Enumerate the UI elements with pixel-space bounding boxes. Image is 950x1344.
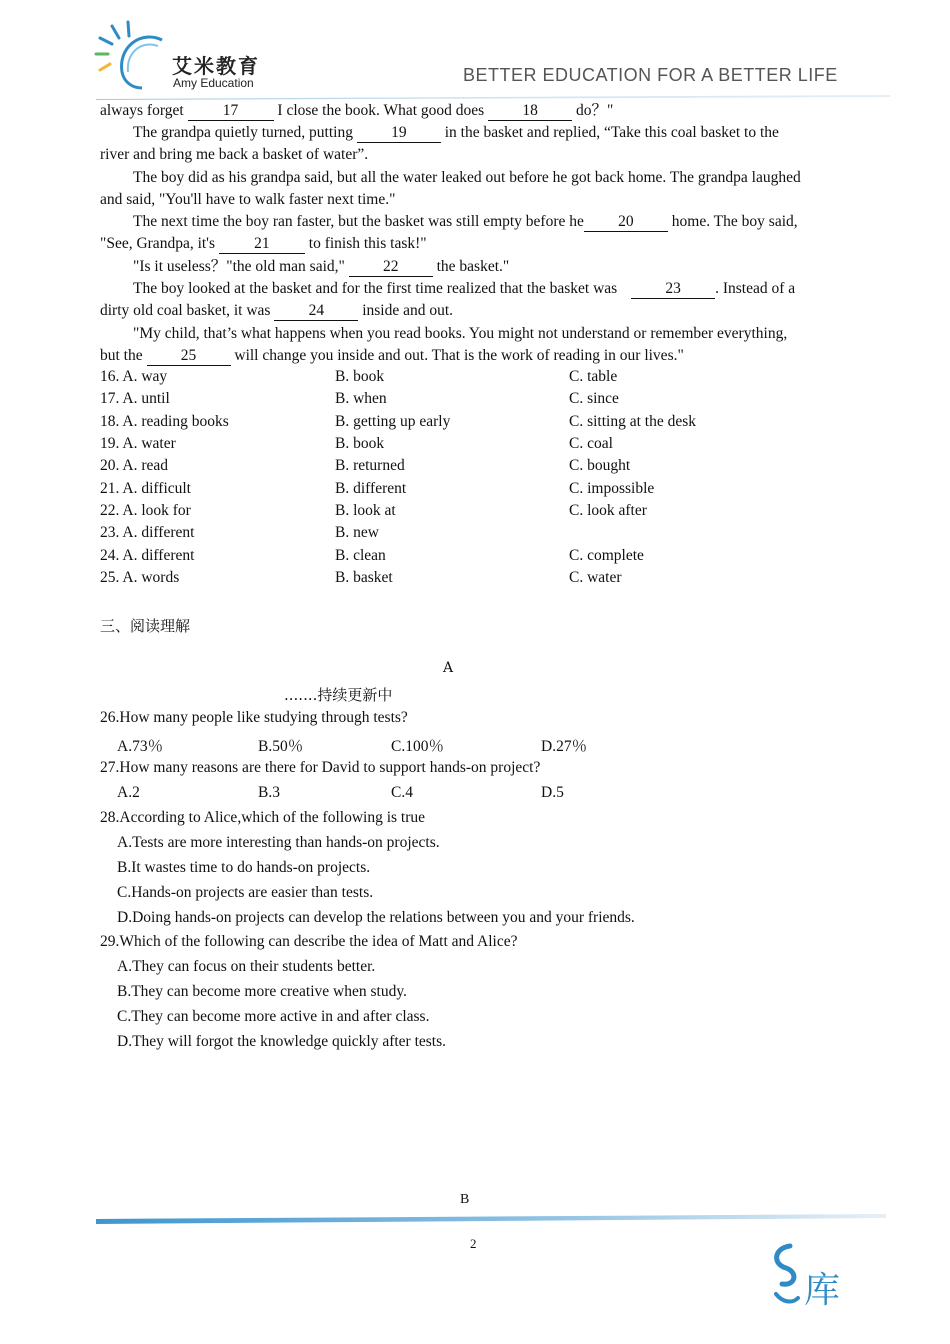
option-22-b: B. look at [335, 502, 396, 519]
passage-text: "Is it useless？"the old man said," [133, 258, 345, 275]
header-slogan: BETTER EDUCATION FOR A BETTER LIFE [463, 65, 838, 85]
option-24-b: B. clean [335, 547, 386, 564]
option-18-b: B. getting up early [335, 413, 451, 430]
option-20-a: 20. A. read [100, 457, 169, 474]
passage-text: "See, Grandpa, it's [100, 235, 216, 252]
q26-option-d: D.27％ [541, 738, 588, 755]
option-25-a: 25. A. words [100, 569, 180, 586]
option-23-b: B. new [335, 524, 379, 541]
passage-line-5: and said, "You'll have to walk faster next time." [100, 191, 396, 208]
amy-education-logo [92, 16, 172, 94]
option-23-a: 23. A. different [100, 524, 195, 541]
option-21-c: C. impossible [569, 480, 655, 497]
blank-18: 18 [488, 102, 572, 121]
blank-24: 24 [274, 302, 358, 321]
option-18-c: C. sitting at the desk [569, 413, 697, 430]
section-title: 三、阅读理解 [100, 617, 191, 635]
question-27: 27.How many reasons are there for David to support hands-on project? [100, 759, 541, 776]
blank-25: 25 [147, 347, 231, 366]
q29-option-a: A.They can focus on their students better. [117, 958, 376, 975]
passage-text: always forget [100, 102, 184, 119]
blank-20: 20 [584, 213, 668, 232]
option-22-c: C. look after [569, 502, 647, 519]
option-20-b: B. returned [335, 457, 405, 474]
q27-option-d: D.5 [541, 784, 564, 801]
passage-text: inside and out. [362, 302, 454, 319]
option-19-b: B. book [335, 435, 385, 452]
passage-line-12 [100, 345, 684, 367]
passage-line-11: "My child, that’s what happens when you read books. You might not understand or remember everything, [133, 325, 788, 342]
passage-line-6 [133, 211, 798, 233]
footer-watermark-logo [768, 1240, 840, 1316]
q27-option-b: B.3 [258, 784, 280, 801]
blank-23: 23 [631, 280, 715, 299]
passage-text: the basket." [436, 258, 510, 275]
blank-22: 22 [349, 258, 433, 277]
passage-text: will change you inside and out. That is the work of reading in our lives." [234, 347, 684, 364]
option-19-a: 19. A. water [100, 435, 176, 452]
footer-divider [96, 1212, 886, 1224]
option-19-c: C. coal [569, 435, 613, 452]
option-24-a: 24. A. different [100, 547, 195, 564]
passage-text: home. The boy said, [671, 213, 798, 230]
passage-text: in the basket and replied, “Take this coal basket to the [444, 124, 779, 141]
passage-text: dirty old coal basket, it was [100, 302, 271, 319]
passage-line-4: The boy did as his grandpa said, but all the water leaked out before he got back home. The grandpa laughed [133, 169, 801, 186]
passage-text: but the [100, 347, 143, 364]
q28-option-d: D.Doing hands-on projects can develop the relations between you and your friends. [117, 909, 635, 926]
passage-text: The next time the boy ran faster, but the basket was still empty before he [133, 213, 584, 230]
option-16-c: C. table [569, 368, 618, 385]
option-21-a: 21. A. difficult [100, 480, 191, 497]
passage-text: I close the book. What good does [277, 102, 485, 119]
option-18-a: 18. A. reading books [100, 413, 229, 430]
option-17-c: C. since [569, 390, 619, 407]
q26-option-b: B.50％ [258, 738, 304, 755]
option-25-b: B. basket [335, 569, 393, 586]
passage-line-7 [100, 233, 427, 255]
passage-line-1 [100, 100, 613, 122]
passage-text: The grandpa quietly turned, putting [133, 124, 353, 141]
q27-option-a: A.2 [117, 784, 140, 801]
blank-17: 17 [188, 102, 274, 121]
option-25-c: C. water [569, 569, 622, 586]
passage-text: to finish this task!" [308, 235, 427, 252]
brand-chinese-name: 艾米教育 [172, 54, 260, 78]
question-28: 28.According to Alice,which of the following is true [100, 809, 426, 826]
passage-line-2 [133, 122, 779, 144]
passage-line-8 [133, 256, 509, 278]
part-a-heading: A [443, 660, 454, 676]
option-20-c: C. bought [569, 457, 631, 474]
blank-21: 21 [219, 235, 305, 254]
question-26: 26.How many people like studying through tests? [100, 709, 408, 726]
option-22-a: 22. A. look for [100, 502, 191, 519]
option-24-c: C. complete [569, 547, 644, 564]
q26-option-a: A.73％ [117, 738, 164, 755]
passage-text: . Instead of a [715, 280, 796, 297]
option-16-a: 16. A. way [100, 368, 168, 385]
passage-line-10 [100, 300, 453, 322]
page-number: 2 [470, 1236, 477, 1251]
passage-line-3: river and bring me back a basket of water”. [100, 146, 369, 163]
q27-option-c: C.4 [391, 784, 413, 801]
option-17-b: B. when [335, 390, 387, 407]
q28-option-a: A.Tests are more interesting than hands-on projects. [117, 834, 440, 851]
brand-english-name: Amy Education [173, 76, 254, 90]
q26-option-c: C.100％ [391, 738, 444, 755]
option-16-b: B. book [335, 368, 385, 385]
passage-text: do？" [575, 102, 614, 119]
part-b-heading: B [460, 1192, 470, 1207]
question-29: 29.Which of the following can describe the idea of Matt and Alice? [100, 933, 518, 950]
passage-line-9 [133, 278, 795, 300]
q29-option-b: B.They can become more creative when study. [117, 983, 407, 1000]
updating-note: .......持续更新中 [284, 686, 393, 704]
option-21-b: B. different [335, 480, 407, 497]
q28-option-c: C.Hands-on projects are easier than tests. [117, 884, 374, 901]
svg-text:库: 库 [804, 1270, 840, 1311]
blank-19: 19 [357, 124, 441, 143]
q29-option-d: D.They will forgot the knowledge quickly after tests. [117, 1033, 447, 1050]
option-17-a: 17. A. until [100, 390, 170, 407]
q28-option-b: B.It wastes time to do hands-on projects. [117, 859, 371, 876]
passage-text: The boy looked at the basket and for the first time realized that the basket was [133, 280, 618, 297]
q29-option-c: C.They can become more active in and after class. [117, 1008, 430, 1025]
